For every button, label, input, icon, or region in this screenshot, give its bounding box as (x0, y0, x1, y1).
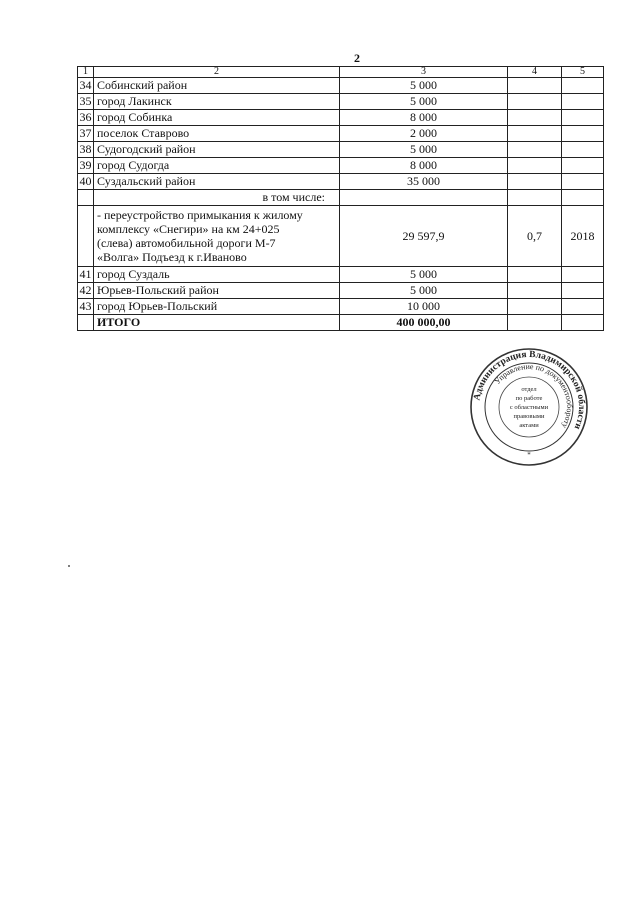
row-col4 (508, 299, 562, 315)
detail-row (78, 206, 604, 267)
stamp-center-line: отдел (521, 386, 537, 393)
header-cell: 1 (78, 67, 94, 78)
row-col4 (508, 315, 562, 331)
stamp-ring-text: Администрация Владимирской области (472, 349, 587, 431)
header-cell: 3 (340, 67, 508, 78)
row-col5 (562, 142, 604, 158)
row-col4 (508, 78, 562, 94)
stamp-center-line: с областными (509, 404, 549, 411)
row-name: Собинский район (94, 78, 340, 94)
detail-line: (слева) автомобильной дороги М-7 (97, 236, 276, 250)
row-number (78, 190, 94, 206)
stamp-inner-ring-text: Управление по документообороту (492, 361, 575, 430)
row-name: город Суздаль (94, 267, 340, 283)
row-amount: 5 000 (340, 283, 508, 299)
row-col5 (562, 190, 604, 206)
row-name: Судогодский район (94, 142, 340, 158)
table-row (78, 267, 604, 283)
detail-line: - переустройство примыкания к жилому (97, 208, 303, 222)
stamp-star-icon: * (527, 451, 531, 459)
budget-table (77, 66, 604, 331)
row-col5 (562, 267, 604, 283)
header-cell: 4 (508, 67, 562, 78)
row-number: 37 (79, 126, 92, 140)
row-col5 (562, 110, 604, 126)
row-col4 (508, 142, 562, 158)
total-amount: 400 000,00 (340, 315, 508, 331)
row-col5 (562, 299, 604, 315)
table-row (78, 299, 604, 315)
detail-line: «Волга» Подъезд к г.Иваново (97, 250, 247, 264)
row-col5 (562, 283, 604, 299)
stamp-center-line: по работе (515, 395, 543, 402)
row-number (78, 315, 94, 331)
row-name: город Судогда (94, 158, 340, 174)
row-col4 (508, 126, 562, 142)
row-amount (340, 190, 508, 206)
total-row (78, 315, 604, 331)
row-amount: 5 000 (340, 94, 508, 110)
row-number: 34 (79, 78, 92, 92)
table-row (78, 174, 604, 190)
row-number: 39 (79, 158, 92, 172)
row-name: Суздальский район (94, 174, 340, 190)
row-col4 (508, 190, 562, 206)
table-row (78, 283, 604, 299)
including-row (78, 190, 604, 206)
row-col4 (508, 267, 562, 283)
row-number: 40 (79, 174, 92, 188)
official-stamp (469, 347, 589, 467)
row-amount: 8 000 (340, 158, 508, 174)
table-row (78, 126, 604, 142)
row-col4 (508, 94, 562, 110)
row-col4 (508, 174, 562, 190)
row-name: город Юрьев-Польский (94, 299, 340, 315)
row-col5 (562, 315, 604, 331)
row-col5 (562, 158, 604, 174)
detail-col4: 0,7 (508, 206, 562, 267)
row-name: город Собинка (94, 110, 340, 126)
row-amount: 10 000 (340, 299, 508, 315)
row-col5 (562, 126, 604, 142)
header-row (78, 67, 604, 78)
header-cell: 5 (562, 67, 604, 78)
row-amount: 35 000 (340, 174, 508, 190)
row-amount: 5 000 (340, 267, 508, 283)
row-amount: 5 000 (340, 78, 508, 94)
row-col4 (508, 110, 562, 126)
row-name: поселок Ставрово (94, 126, 340, 142)
table-row (78, 142, 604, 158)
page-number: 2 (354, 51, 360, 65)
table-row (78, 158, 604, 174)
detail-line: комплексу «Снегири» на км 24+025 (97, 222, 280, 236)
scan-speck (68, 565, 70, 567)
row-col5 (562, 78, 604, 94)
header-cell: 2 (94, 67, 340, 78)
detail-amount: 29 597,9 (340, 206, 508, 267)
including-label: в том числе: (94, 190, 340, 206)
row-col5 (562, 94, 604, 110)
stamp-center-line: актами (519, 422, 539, 429)
stamp-center-line: правовыми (513, 413, 545, 420)
row-col4 (508, 283, 562, 299)
detail-col5: 2018 (562, 206, 604, 267)
row-number (78, 206, 94, 267)
table-row (78, 94, 604, 110)
total-label: ИТОГО (94, 315, 340, 331)
table-row (78, 110, 604, 126)
row-number: 41 (79, 267, 92, 281)
row-col5 (562, 174, 604, 190)
row-number: 42 (79, 283, 92, 297)
row-amount: 5 000 (340, 142, 508, 158)
row-col4 (508, 158, 562, 174)
detail-description (94, 206, 340, 267)
row-number: 36 (79, 110, 92, 124)
row-amount: 2 000 (340, 126, 508, 142)
row-number: 43 (79, 299, 92, 313)
row-name: город Лакинск (94, 94, 340, 110)
row-amount: 8 000 (340, 110, 508, 126)
row-number: 38 (79, 142, 92, 156)
table-row (78, 78, 604, 94)
row-name: Юрьев-Польский район (94, 283, 340, 299)
row-number: 35 (79, 94, 92, 108)
